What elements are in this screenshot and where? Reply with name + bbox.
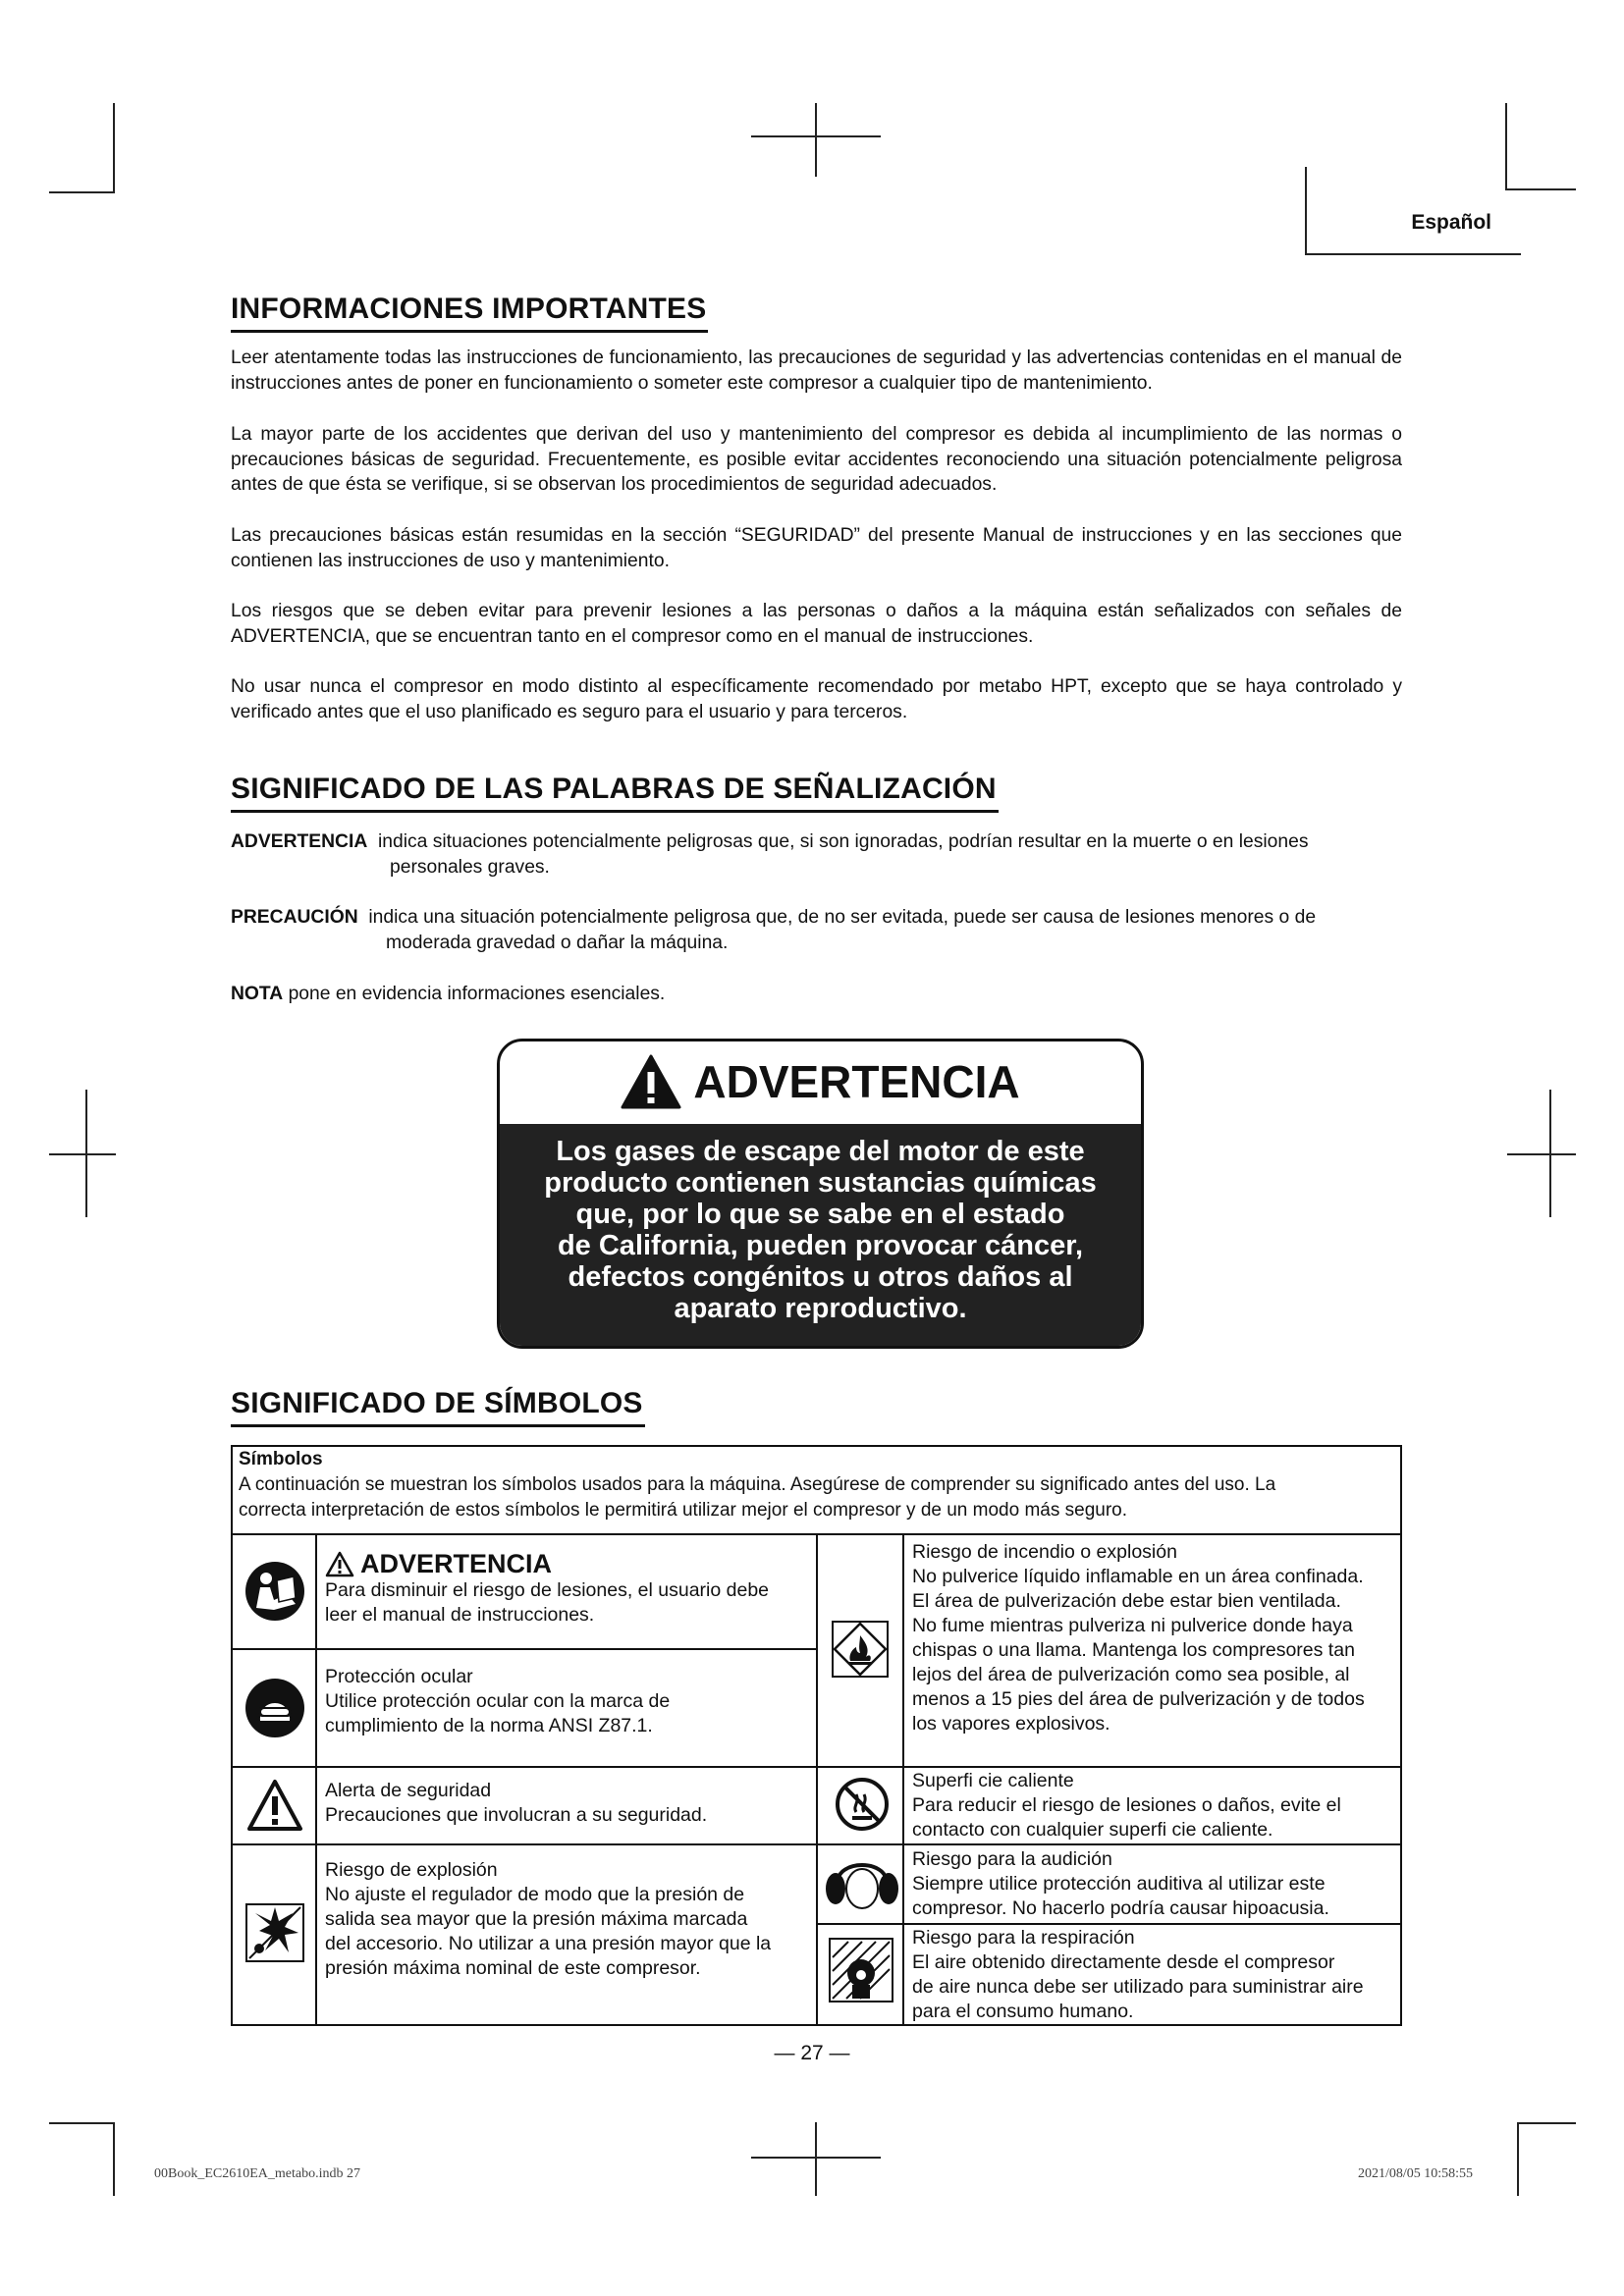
page-number: — 27 —	[774, 2042, 850, 2064]
warning-body	[500, 1124, 1141, 1346]
symbol-text: contacto con cualquier superfi cie caliente.	[912, 1819, 1273, 1841]
symbols-table-title: Símbolos	[239, 1449, 323, 1469]
warning-line: de California, pueden provocar cáncer,	[557, 1230, 1084, 1261]
symbol-text: El aire obtenido directamente desde el compresor	[912, 1951, 1335, 1973]
symbols-intro-text: correcta interpretación de estos símbolos le permitirá utilizar mejor el compresor y de un modo más seguro.	[239, 1500, 1127, 1521]
definition-nota	[231, 982, 1402, 1007]
eye-protection-icon	[244, 1678, 305, 1738]
section-title-symbols: SIGNIFICADO DE SÍMBOLOS	[231, 1387, 645, 1427]
symbol-text: menos a 15 pies del área de pulverización y de todos	[912, 1688, 1365, 1710]
hearing-protection-icon	[824, 1855, 900, 1912]
section-title-important: INFORMACIONES IMPORTANTES	[231, 293, 708, 333]
symbol-text: Utilice protección ocular con la marca de	[325, 1690, 671, 1712]
symbol-text: No pulverice líquido inflamable en un área confinada.	[912, 1566, 1364, 1587]
warning-line: que, por lo que se sabe en el estado	[575, 1199, 1065, 1230]
term: PRECAUCIÓN	[231, 907, 358, 928]
hot-surface-icon	[835, 1777, 890, 1832]
warning-line: defectos congénitos u otros daños al	[568, 1261, 1073, 1293]
symbol-text: Siempre utilice protección auditiva al utilizar este	[912, 1873, 1326, 1895]
symbol-eye-protection	[325, 1665, 670, 1738]
definition-precaucion	[231, 905, 1402, 955]
language-label: Español	[1411, 211, 1491, 234]
read-manual-icon	[244, 1561, 305, 1622]
definition-text: pone en evidencia informaciones esenciales.	[288, 984, 666, 1004]
symbol-text: Precauciones que involucran a su seguridad.	[325, 1804, 708, 1826]
explosion-risk-icon	[245, 1903, 304, 1962]
definition-text: personales graves.	[390, 856, 550, 878]
print-timestamp: 2021/08/05 10:58:55	[1358, 2166, 1474, 2181]
symbol-text: El área de pulverización debe estar bien ventilada.	[912, 1590, 1341, 1612]
symbol-title: ADVERTENCIA	[360, 1549, 553, 1578]
paragraph: Las precauciones básicas están resumidas en la sección “SEGURIDAD” del presente Manual de instrucciones y en las secciones que contienen las instrucciones de uso y mantenimiento.	[231, 525, 1402, 571]
symbols-table	[231, 1445, 1402, 2026]
definition-advertencia	[231, 829, 1402, 880]
warning-line: producto contienen sustancias químicas	[544, 1167, 1097, 1199]
symbol-text: Alerta de seguridad	[325, 1780, 492, 1801]
symbol-text: Riesgo de incendio o explosión	[912, 1541, 1177, 1563]
symbols-intro	[239, 1447, 1395, 1523]
paragraph: Leer atentamente todas las instrucciones de funcionamiento, las precauciones de seguridad y las advertencias contenidas en el manual de instrucciones antes de poner en funcionamiento o someter este compresor a cualquier tipo de mantenimiento.	[231, 347, 1402, 394]
safety-alert-icon	[246, 1779, 303, 1832]
symbol-hearing-protection	[912, 1847, 1329, 1921]
symbol-text: cumplimiento de la norma ANSI Z87.1.	[325, 1715, 653, 1736]
symbol-text: presión máxima nominal de este compresor.	[325, 1957, 701, 1979]
symbol-hot-surface	[912, 1769, 1341, 1842]
paragraph: Los riesgos que se deben evitar para prevenir lesiones a las personas o daños a la máquina están señalizados con señales de ADVERTENCIA, que se encuentran tanto en el compresor como en el manual de instrucciones.	[231, 601, 1402, 647]
definition-text: moderada gravedad o dañar la máquina.	[386, 932, 729, 953]
california-warning-label	[497, 1039, 1144, 1349]
symbol-text: Protección ocular	[325, 1666, 473, 1687]
warning-triangle-icon	[325, 1551, 354, 1577]
term: ADVERTENCIA	[231, 831, 368, 852]
paragraph: La mayor parte de los accidentes que derivan del uso y mantenimiento del compresor es debida al incumplimiento de las normas o precauciones básicas de seguridad. Frecuentemente, es posible evitar accidentes reconociendo una situación potencialmente peligrosa antes de que ésta se verifique, si se observan los procedimientos de seguridad adecuados.	[231, 424, 1402, 495]
symbol-safety-alert	[325, 1779, 707, 1828]
symbol-text: los vapores explosivos.	[912, 1713, 1110, 1735]
symbol-text: chispas o una llama. Mantenga los compresores tan	[912, 1639, 1355, 1661]
warning-header	[500, 1041, 1141, 1122]
warning-line: Los gases de escape del motor de este	[556, 1136, 1085, 1167]
symbol-text: Para reducir el riesgo de lesiones o daños, evite el	[912, 1794, 1341, 1816]
symbol-text: No fume mientras pulveriza ni pulverice donde haya	[912, 1615, 1353, 1636]
section-title-signal-words: SIGNIFICADO DE LAS PALABRAS DE SEÑALIZACIÓN	[231, 773, 999, 813]
symbol-text: compresor. No hacerlo podría causar hipoacusia.	[912, 1897, 1329, 1919]
symbol-breathing-hazard	[912, 1926, 1364, 2024]
symbol-text: Riesgo de explosión	[325, 1859, 498, 1881]
symbol-text: Riesgo para la audición	[912, 1848, 1112, 1870]
paragraph: No usar nunca el compresor en modo distinto al específicamente recomendado por metabo HPT, excepto que se haya controlado y verificado antes que el uso planificado es seguro para el usuario y para terceros.	[231, 676, 1402, 722]
symbols-intro-text: A continuación se muestran los símbolos usados para la máquina. Asegúrese de comprender su significado antes del uso. La	[239, 1474, 1276, 1495]
fire-hazard-icon	[831, 1620, 890, 1679]
symbol-text: para el consumo humano.	[912, 2001, 1134, 2022]
symbol-text: Riesgo para la respiración	[912, 1927, 1135, 1949]
symbol-fire-hazard	[912, 1540, 1365, 1736]
symbol-text: salida sea mayor que la presión máxima marcada	[325, 1908, 748, 1930]
definition-text: indica situaciones potencialmente peligrosas que, si son ignoradas, podrían resultar en la muerte o en lesiones	[377, 831, 1309, 852]
term: NOTA	[231, 984, 284, 1004]
warning-title: ADVERTENCIA	[693, 1056, 1020, 1107]
language-tab	[1305, 167, 1521, 255]
symbol-text: lejos del área de pulverización como sea posible, al	[912, 1664, 1350, 1685]
symbol-read-manual	[325, 1549, 769, 1628]
symbol-text: leer el manual de instrucciones.	[325, 1604, 595, 1626]
symbol-text: Superfi cie caliente	[912, 1770, 1074, 1791]
symbol-text: del accesorio. No utilizar a una presión mayor que la	[325, 1933, 772, 1954]
definition-text: indica una situación potencialmente peligrosa que, de no ser evitada, puede ser causa de lesiones menores o de	[368, 907, 1317, 928]
breathing-hazard-icon	[829, 1938, 893, 2002]
warning-line: aparato reproductivo.	[674, 1293, 967, 1324]
print-file-name: 00Book_EC2610EA_metabo.indb 27	[154, 2166, 360, 2181]
symbol-text: Para disminuir el riesgo de lesiones, el usuario debe	[325, 1579, 770, 1601]
symbol-text: de aire nunca debe ser utilizado para suministrar aire	[912, 1976, 1364, 1998]
warning-triangle-icon	[621, 1054, 681, 1109]
symbol-explosion-risk	[325, 1858, 771, 1981]
symbol-text: No ajuste el regulador de modo que la presión de	[325, 1884, 745, 1905]
